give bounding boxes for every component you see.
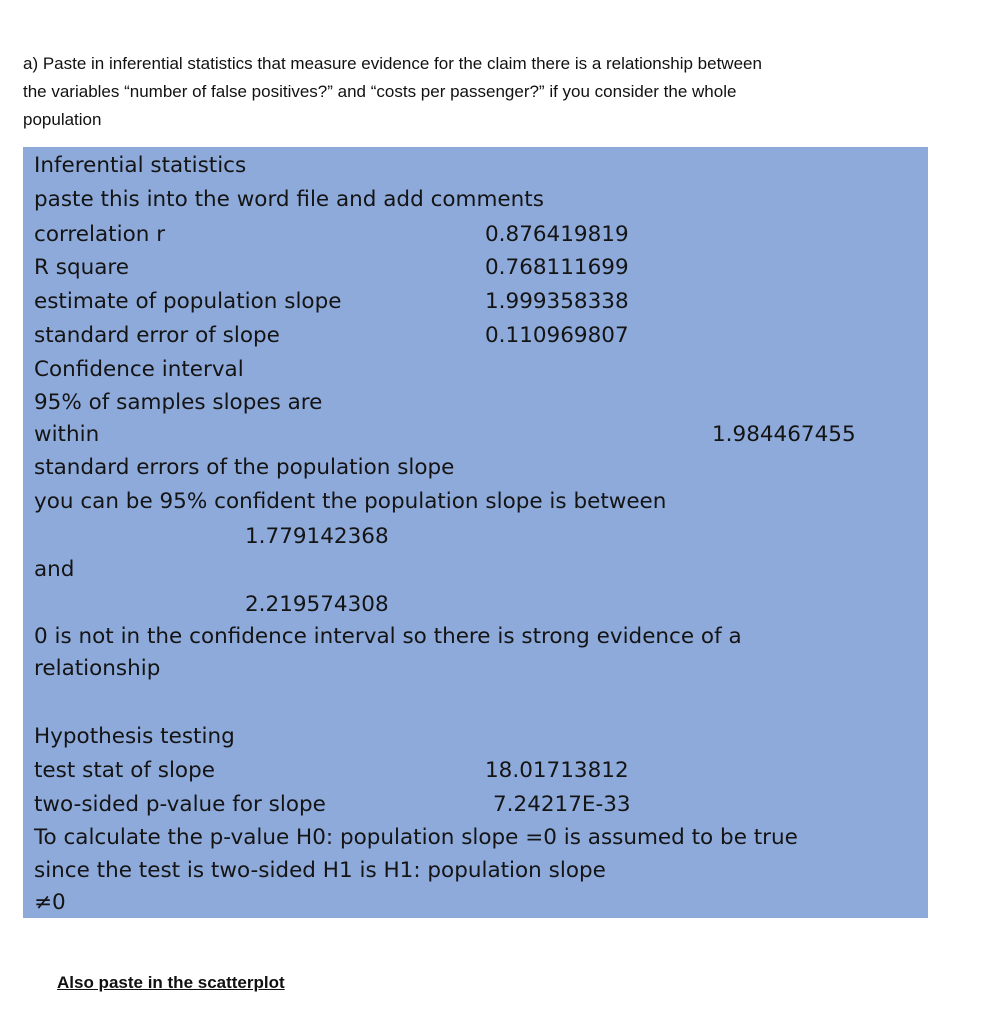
se-label: standard error of slope [34,323,280,348]
correlation-label: correlation r [34,222,166,247]
question-line: the variables “number of false positives?” and “costs per passenger?” if you consider the whole [23,82,737,101]
pvalue-value: 7.24217E-33 [493,792,631,817]
question-line: population [23,110,102,129]
rsquare-value: 0.768111699 [485,255,629,280]
inferential-statistics-box [23,147,928,918]
ci-upper-value: 2.219574308 [245,592,389,617]
ci-line-4: you can be 95% confident the population slope is between [34,489,667,514]
correlation-value: 0.876419819 [485,222,629,247]
ht-note-2: since the test is two-sided H1 is H1: population slope [34,858,606,883]
teststat-label: test stat of slope [34,758,215,783]
ci-line-3: standard errors of the population slope [34,455,455,480]
ci-conclusion-2: relationship [34,656,161,681]
teststat-value: 18.01713812 [485,758,629,783]
slope-label: estimate of population slope [34,289,342,314]
scatterplot-instruction: Also paste in the scatterplot [57,973,285,992]
ci-multiplier-value: 1.984467455 [712,422,856,447]
rsquare-label: R square [34,255,130,280]
question-text [23,50,923,134]
ht-note-1: To calculate the p-value H0: population slope =0 is assumed to be true [34,825,798,850]
se-value: 0.110969807 [485,323,629,348]
pvalue-label: two-sided p-value for slope [34,792,326,817]
ci-lower-value: 1.779142368 [245,524,389,549]
ci-conclusion-1: 0 is not in the confidence interval so there is strong evidence of a [34,624,742,649]
ci-line-1: 95% of samples slopes are [34,390,323,415]
ht-note-3: ≠0 [34,890,66,915]
slope-value: 1.999358338 [485,289,629,314]
ht-heading: Hypothesis testing [34,724,235,749]
ci-heading: Confidence interval [34,357,244,382]
stats-instruction: paste this into the word file and add comments [34,187,544,212]
question-line: a) Paste in inferential statistics that measure evidence for the claim there is a relationship between [23,54,762,73]
stats-title: Inferential statistics [34,153,247,178]
ci-and: and [34,557,75,582]
ci-line-2: within [34,422,100,447]
